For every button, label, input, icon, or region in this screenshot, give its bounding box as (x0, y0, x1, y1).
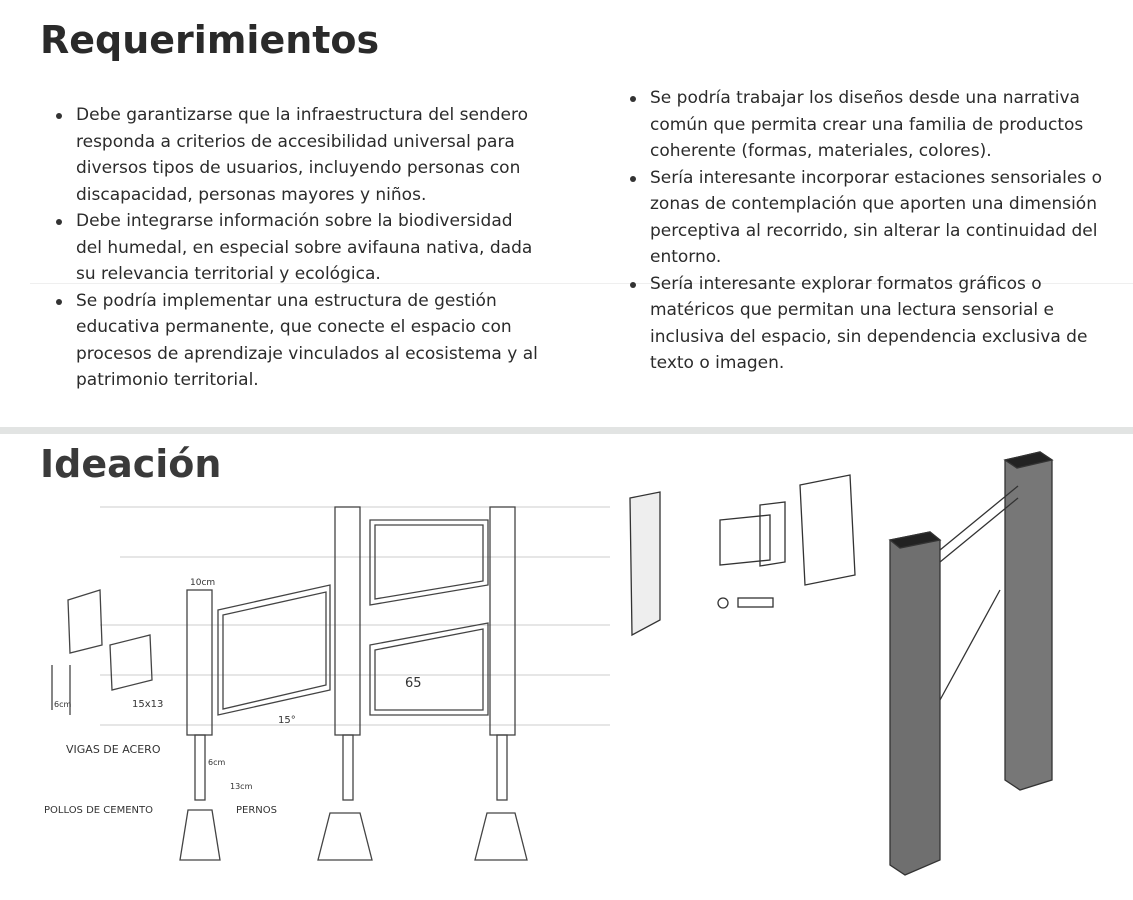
timber-post-sketch (620, 440, 1120, 885)
list-item: Se podría implementar una estructura de gestión educativa permanente, que conecte el espacio con procesos de aprendizaje vinculados al ecosistema y al patrimonio territorial. (40, 288, 540, 394)
label-bolts: PERNOS (236, 805, 277, 816)
ideacion-title: Ideación (40, 442, 222, 486)
fence-sketch (40, 495, 610, 870)
label-base-width: 13cm (230, 782, 253, 791)
label-panel-dim: 65 (405, 676, 422, 691)
label-post-width: 10cm (190, 578, 216, 588)
label-footings: POLLOS DE CEMENTO (44, 805, 153, 816)
post-right (490, 507, 515, 735)
list-item: Debe garantizarse que la infraestructura del sendero responda a criterios de accesibilidad universal para diversos tipos de usuarios, incluyendo personas con discapacidad, personas mayores y niños. (40, 102, 540, 208)
label-beam-width: 6cm (208, 758, 226, 767)
requerimientos-title: Requerimientos (40, 18, 380, 62)
post-left (187, 590, 212, 735)
list-item: Sería interesante explorar formatos gráficos o matéricos que permitan una lectura sensorial e inclusiva del espacio, sin dependencia exclusiva de texto o imagen. (614, 271, 1114, 377)
requirements-list-left (40, 102, 540, 394)
label-bracket-size: 15x13 (132, 699, 164, 710)
list-item: Sería interesante incorporar estaciones sensoriales o zonas de contemplación que aporten una dimensión perceptiva al recorrido, sin alterar la continuidad del entorno. (614, 165, 1114, 271)
label-beams: VIGAS DE ACERO (66, 743, 161, 756)
label-bracket-height: 6cm (54, 700, 72, 709)
requirements-list-right (614, 85, 1114, 377)
list-item: Debe integrarse información sobre la biodiversidad del humedal, en especial sobre avifauna nativa, dada su relevancia territorial y ecológica. (40, 208, 540, 288)
list-item: Se podría trabajar los diseños desde una narrativa común que permita crear una familia de productos coherente (formas, materiales, colores). (614, 85, 1114, 165)
section-divider (0, 427, 1133, 434)
post-middle (335, 507, 360, 735)
label-angle: 15° (278, 715, 296, 726)
